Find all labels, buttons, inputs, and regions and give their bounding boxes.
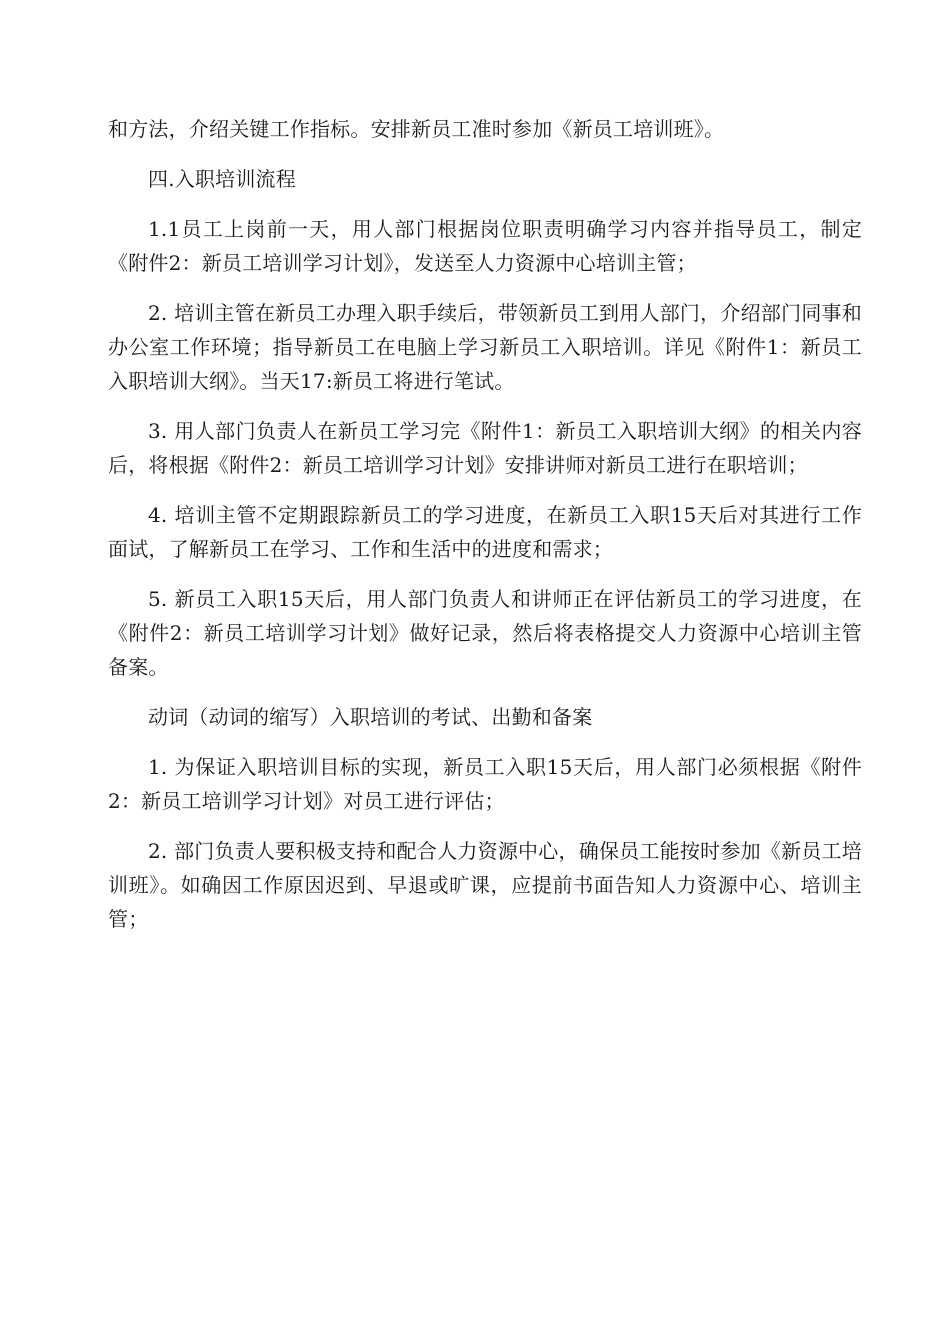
paragraph-step-5: 5. 新员工入职15天后，用人部门负责人和讲师正在评估新员工的学习进度，在《附件2：新员工培训学习计划》做好记录，然后将表格提交人力资源中心培训主管备案。 xyxy=(108,587,862,679)
paragraph-step-3: 3. 用人部门负责人在新员工学习完《附件1：新员工入职培训大纲》的相关内容后，将根据《附件2：新员工培训学习计划》安排讲师对新员工进行在职培训； xyxy=(108,419,862,477)
section-heading-onboarding-process: 四.入职培训流程 xyxy=(148,167,296,191)
paragraph-step-1-1: 1.1员工上岗前一天，用人部门根据岗位职责明确学习内容并指导员工，制定《附件2：新员工培训学习计划》，发送至人力资源中心培训主管； xyxy=(108,217,862,275)
paragraph-rule-2: 2. 部门负责人要积极支持和配合人力资源中心，确保员工能按时参加《新员工培训班》。如确因工作原因迟到、早退或旷课，应提前书面告知人力资源中心、培训主管； xyxy=(108,839,862,931)
paragraph-continuation: 和方法，介绍关键工作指标。安排新员工准时参加《新员工培训班》。 xyxy=(108,117,725,141)
section-heading-exam-attendance: 动词（动词的缩写）入职培训的考试、出勤和备案 xyxy=(148,705,593,729)
paragraph-step-2: 2. 培训主管在新员工办理入职手续后，带领新员工到用人部门，介绍部门同事和办公室工作环境；指导新员工在电脑上学习新员工入职培训。详见《附件1：新员工入职培训大纲》。当天17:新员工将进行笔试。 xyxy=(108,301,862,393)
document-body xyxy=(108,112,862,952)
paragraph-step-4: 4. 培训主管不定期跟踪新员工的学习进度，在新员工入职15天后对其进行工作面试，了解新员工在学习、工作和生活中的进度和需求； xyxy=(108,503,862,561)
paragraph-rule-1: 1. 为保证入职培训目标的实现，新员工入职15天后，用人部门必须根据《附件2：新员工培训学习计划》对员工进行评估； xyxy=(108,755,862,813)
